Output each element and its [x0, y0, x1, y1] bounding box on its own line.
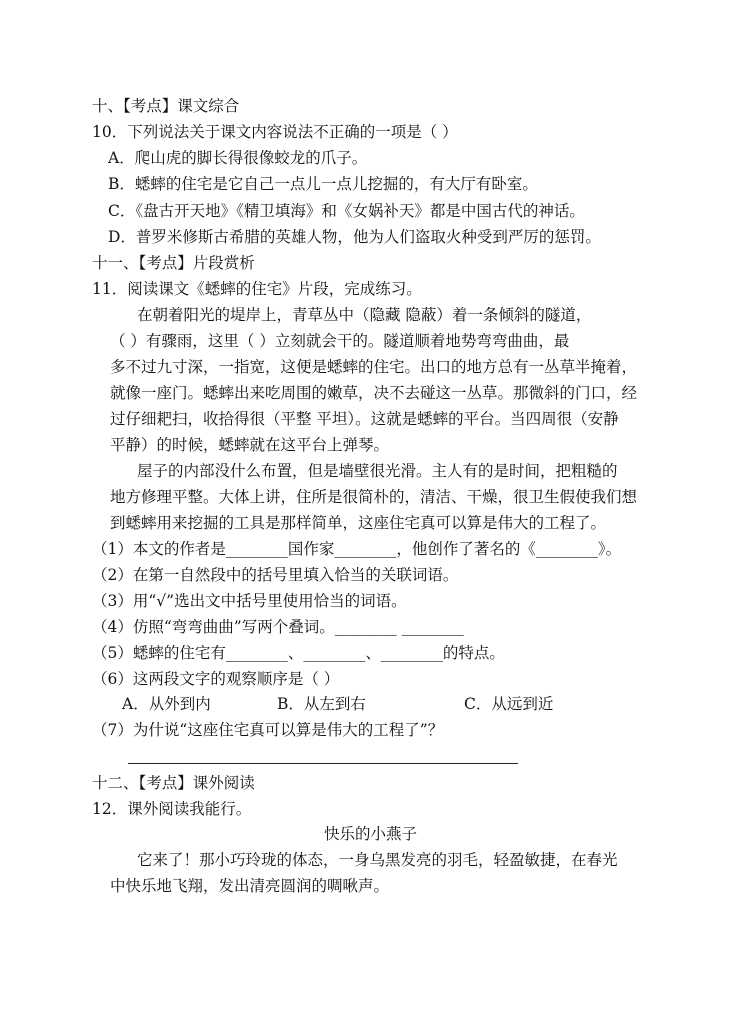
passage-line: 屋子的内部没什么布置，但是墙壁很光滑。主人有的是时间，把粗糙的 [137, 462, 618, 480]
reading-line: 中快乐地飞翔，发出清亮圆润的啁啾声。 [110, 877, 390, 895]
section-12-heading: 十二、【考点】课外阅读 [92, 774, 255, 792]
sub-question-7: （7）为什说“这座住宅真可以算是伟大的工程了”？ [92, 721, 444, 739]
passage-line: 多不过九寸深，一指宽，这便是蟋蟀的住宅。出口的地方总有一丛草半掩着， [110, 358, 638, 376]
passage-line: 平静）的时候，蟋蟀就在这平台上弹琴。 [110, 436, 390, 454]
passage-line: 在朝着阳光的堤岸上，青草丛中（隐藏 隐蔽）着一条倾斜的隧道， [137, 306, 592, 324]
question-10: 10．下列说法关于课文内容说法不正确的一项是（ ） [92, 123, 458, 141]
q6-option-c: C．从远到近 [464, 695, 554, 713]
sub-question-1: （1）本文的作者是________国作家________，他创作了著名的《________》。 [92, 540, 622, 558]
option-b: B．蟋蟀的住宅是它自己一点儿一点儿挖掘的，有大厅有卧室。 [108, 175, 538, 193]
q6-options [122, 692, 682, 717]
passage-line: 过仔细耙扫，收拾得很（平整 平坦）。这就是蟋蟀的平台。当四周很（安静 [110, 410, 619, 428]
q6-option-b: B．从左到右 [277, 695, 366, 713]
answer-line [128, 763, 518, 764]
reading-line: 它来了！那小巧玲珑的体态，一身乌黑发亮的羽毛，轻盈敏捷，在春光 [137, 851, 618, 869]
question-12: 12．课外阅读我能行。 [92, 800, 252, 818]
sub-question-5: （5）蟋蟀的住宅有________、________、________的特点。 [92, 644, 505, 662]
question-11: 11．阅读课文《蟋蟀的住宅》片段，完成练习。 [92, 280, 422, 298]
option-d: D．普罗米修斯古希腊的英雄人物，他为人们盗取火种受到严厉的惩罚。 [108, 228, 601, 246]
option-a: A．爬山虎的脚长得很像蛟龙的爪子。 [108, 149, 368, 167]
passage-line: 地方修理平整。大体上讲，住所是很简朴的，清洁、干燥，很卫生假使我们想 [110, 488, 638, 506]
q6-option-a: A．从外到内 [122, 695, 211, 713]
sub-question-2: （2）在第一自然段中的括号里填入恰当的关联词语。 [92, 566, 459, 584]
passage-line: 到蟋蟀用来挖掘的工具是那样简单，这座住宅真可以算是伟大的工程了。 [110, 514, 607, 532]
section-10-heading: 十、【考点】课文综合 [92, 97, 240, 115]
option-c: C．《盘古开天地》《精卫填海》和《女娲补天》都是中国古代的神话。 [108, 202, 585, 220]
sub-question-4: （4）仿照“弯弯曲曲”写两个叠词。________ ________ [92, 618, 464, 636]
sub-question-3: （3）用“√”选出文中括号里使用恰当的词语。 [92, 592, 407, 610]
sub-question-6: （6）这两段文字的观察顺序是（ ） [92, 670, 340, 688]
passage-line: （ ）有骤雨，这里（ ）立刻就会干的。隧道顺着地势弯弯曲曲，最 [110, 332, 570, 350]
section-11-heading: 十一、【考点】片段赏析 [92, 254, 255, 272]
reading-title: 快乐的小燕子 [323, 825, 417, 843]
passage-line: 就像一座门。蟋蟀出来吃周围的嫩草，决不去碰这一丛草。那微斜的门口，经 [110, 384, 638, 402]
